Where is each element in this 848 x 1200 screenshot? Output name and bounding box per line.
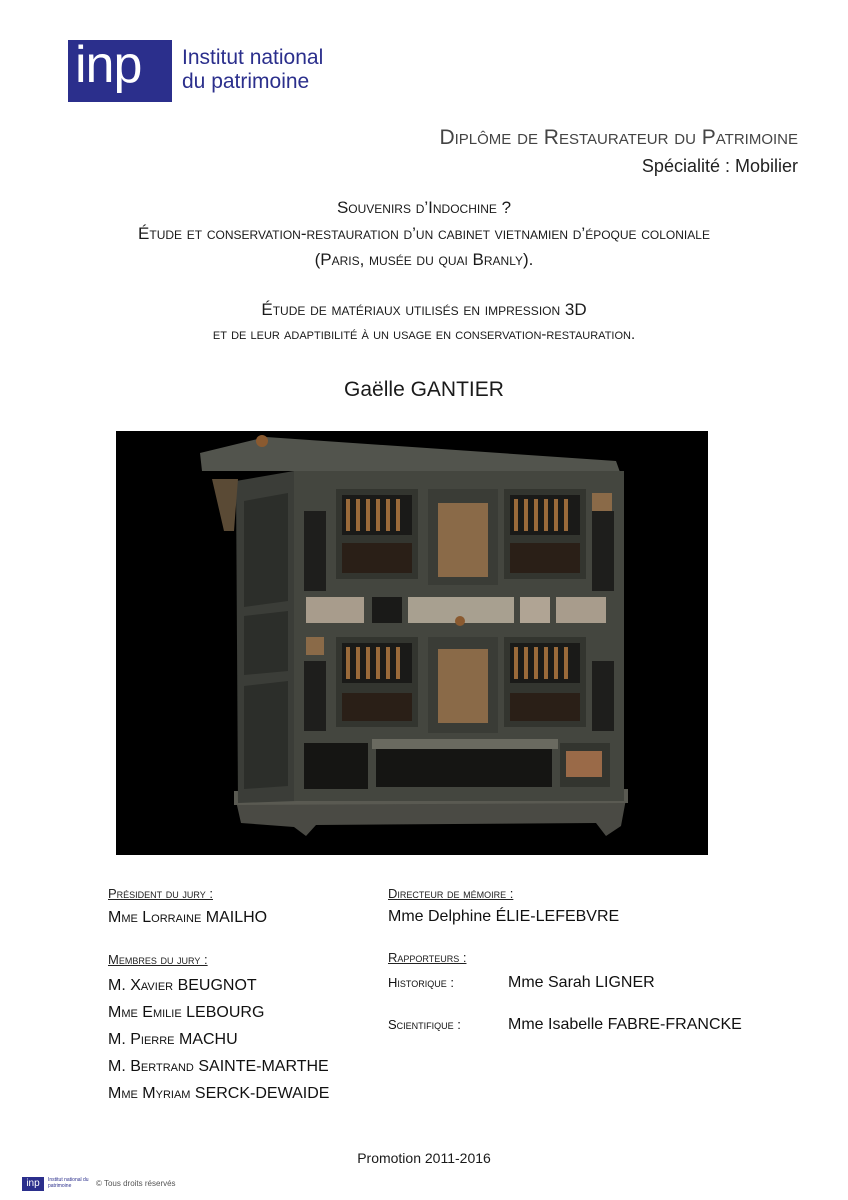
- member-last-name: SAINTE-MARTHE: [198, 1058, 329, 1075]
- member-title: Mme: [108, 1085, 138, 1102]
- subtitle-line-2: et de leur adaptibilité à un usage en conservation-restauration.: [212, 326, 636, 343]
- jury-member: [108, 977, 257, 995]
- jury-member: [108, 1004, 264, 1022]
- president-last-name: MAILHO: [205, 909, 268, 926]
- reporter-role-historique: Historique :: [388, 975, 454, 990]
- reporter-role-scientifique: Scientifique :: [388, 1017, 461, 1032]
- member-title: Mme: [108, 1004, 138, 1021]
- jury-member: [108, 1031, 238, 1049]
- title-line-3: (Paris, musée du quai Branly).: [314, 250, 534, 269]
- member-last-name: MACHU: [178, 1031, 238, 1048]
- footer-logo: inp: [22, 1177, 44, 1191]
- institute-name: [182, 46, 323, 94]
- speciality: Spécialité : Mobilier: [641, 156, 798, 176]
- footer-rights: © Tous droits réservés: [96, 1179, 176, 1188]
- author-name: Gaëlle GANTIER: [344, 378, 504, 401]
- reporter-name-scientifique: Mme Isabelle FABRE-FRANCKE: [508, 1016, 742, 1033]
- director-name: Mme Delphine ÉLIE-LEFEBVRE: [388, 908, 620, 925]
- subtitle-line-1: Étude de matériaux utilisés en impression 3D: [261, 300, 587, 319]
- member-title: M.: [108, 1031, 126, 1048]
- member-last-name: SERCK-DEWAIDE: [194, 1085, 330, 1102]
- member-last-name: BEUGNOT: [177, 977, 257, 994]
- reporter-name-historique: Mme Sarah LIGNER: [508, 974, 655, 991]
- member-title: M.: [108, 1058, 126, 1075]
- member-title: M.: [108, 977, 126, 994]
- member-first-name: Xavier: [130, 977, 174, 994]
- president-name: [108, 909, 267, 927]
- cabinet-photo: [116, 431, 708, 855]
- member-first-name: Bertrand: [130, 1058, 194, 1075]
- jury-member: [108, 1058, 329, 1076]
- logo-mark: inp: [75, 36, 142, 94]
- institute-name-line1: Institut national: [182, 46, 324, 69]
- president-first-name: Lorraine: [142, 909, 202, 926]
- director-header: Directeur de mémoire :: [388, 886, 514, 901]
- president-title: Mme: [108, 909, 138, 926]
- president-header: Président du jury :: [108, 886, 213, 901]
- members-header: Membres du jury :: [108, 952, 208, 967]
- title-line-1: Souvenirs d’Indochine ?: [336, 198, 512, 217]
- title-line-2: Étude et conservation-restauration d’un cabinet vietnamien d’époque coloniale: [138, 224, 710, 243]
- cabinet-illustration: [116, 431, 708, 855]
- member-first-name: Emilie: [142, 1004, 182, 1021]
- diploma-title: Diplôme de Restaurateur du Patrimoine: [439, 126, 798, 149]
- promotion: Promotion 2011-2016: [357, 1150, 491, 1166]
- reporters-header: Rapporteurs :: [388, 950, 467, 965]
- institute-name-line2: du patrimoine: [182, 70, 310, 93]
- institute-logo: [68, 36, 172, 102]
- footer-institute: Institut national du patrimoine: [48, 1177, 89, 1189]
- member-first-name: Myriam: [142, 1085, 191, 1102]
- member-last-name: LEBOURG: [186, 1004, 265, 1021]
- jury-member: [108, 1085, 329, 1103]
- member-first-name: Pierre: [130, 1031, 175, 1048]
